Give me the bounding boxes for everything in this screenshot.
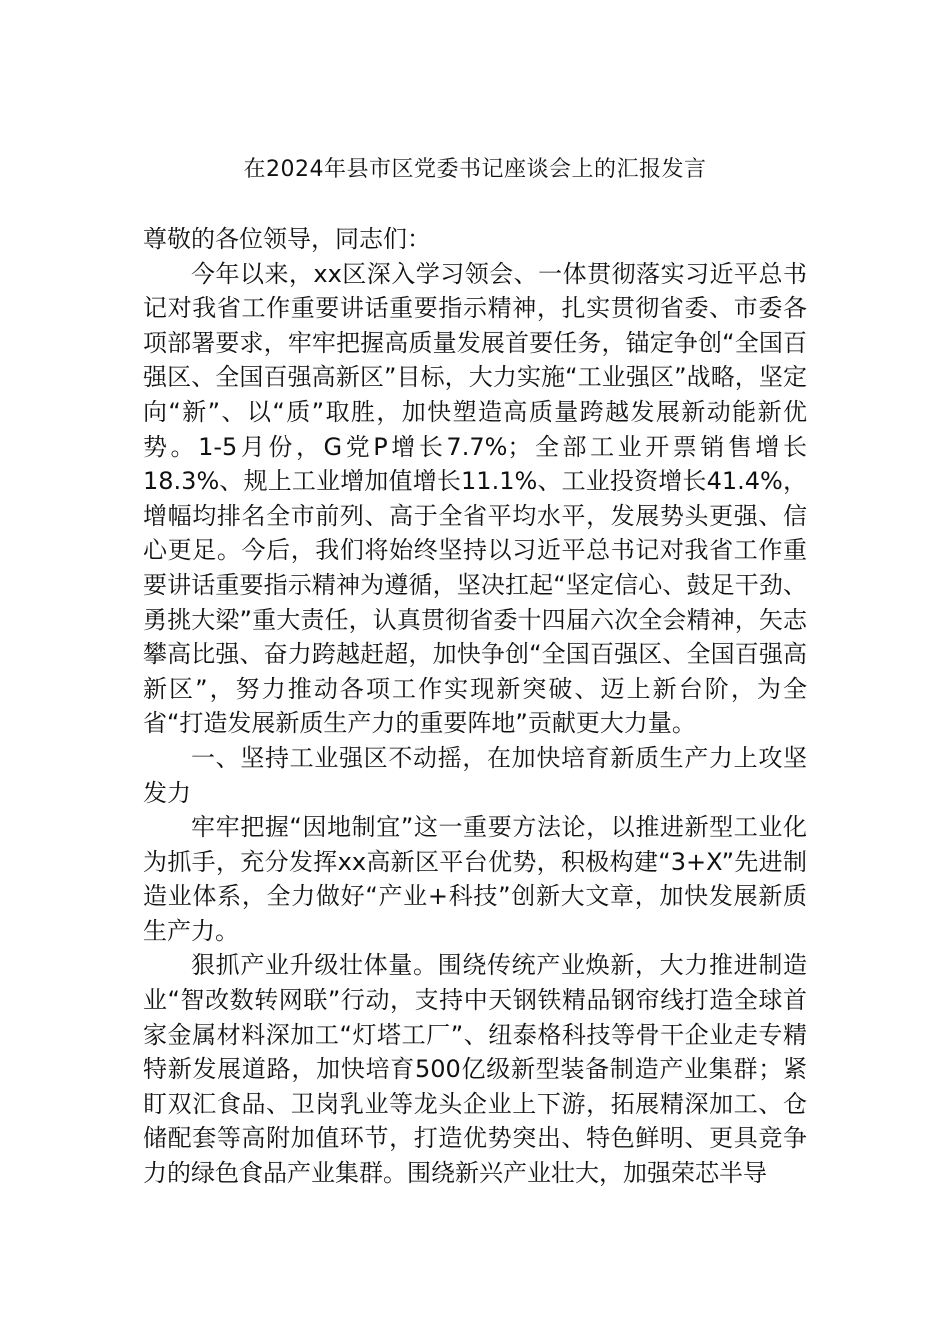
document-body bbox=[143, 222, 807, 1191]
document-title: 在2024年县市区党委书记座谈会上的汇报发言 bbox=[243, 157, 707, 182]
section-heading-1: 一、坚持工业强区不动摇，在加快培育新质生产力上攻坚发力 bbox=[143, 743, 807, 807]
paragraph-section-1-intro: 牢牢把握“因地制宜”这一重要方法论，以推进新型工业化为抓手，充分发挥xx高新区平台优势，积极构建“3+X”先进制造业体系，全力做好“产业+科技”创新大文章，加快发展新质生产力。 bbox=[143, 813, 807, 945]
paragraph-intro: 今年以来，xx区深入学习领会、一体贯彻落实习近平总书记对我省工作重要讲话重要指示精神，扎实贯彻省委、市委各项部署要求，牢牢把握高质量发展首要任务，锚定争创“全国百强区、全国百强高新区”目标，大力实施“工业强区”战略，坚定向“新”、以“质”取胜，加快塑造高质量跨越发展新动能新优势。1-5月份，G党P增长7.7%；全部工业开票销售增长18.3%、规上工业增加值增长11.1%、工业投资增长41.4%，增幅均排名全市前列、高于全省平均水平，发展势头更强、信心更足。今后，我们将始终坚持以习近平总书记对我省工作重要讲话重要指示精神为遵循，坚决扛起“坚定信心、鼓足干劲、勇挑大梁”重大责任，认真贯彻省委十四届六次全会精神，矢志攀高比强、奋力跨越赶超，加快争创“全国百强区、全国百强高新区”，努力推动各项工作实现新突破、迈上新台阶，为全省“打造发展新质生产力的重要阵地”贡献更大力量。 bbox=[143, 259, 807, 738]
salutation: 尊敬的各位领导，同志们： bbox=[143, 225, 431, 253]
paragraph-industry-upgrade: 狠抓产业升级壮体量。围绕传统产业焕新，大力推进制造业“智改数转网联”行动，支持中天钢铁精品钢帘线打造全球首家金属材料深加工“灯塔工厂”、纽泰格科技等骨干企业走专精特新发展道路，加快培育500亿级新型装备制造产业集群；紧盯双汇食品、卫岗乳业等龙头企业上下游，拓展精深加工、仓储配套等高附加值环节，打造优势突出、特色鲜明、更具竞争力的绿色食品产业集群。围绕新兴产业壮大，加强荣芯半导 bbox=[143, 951, 807, 1188]
